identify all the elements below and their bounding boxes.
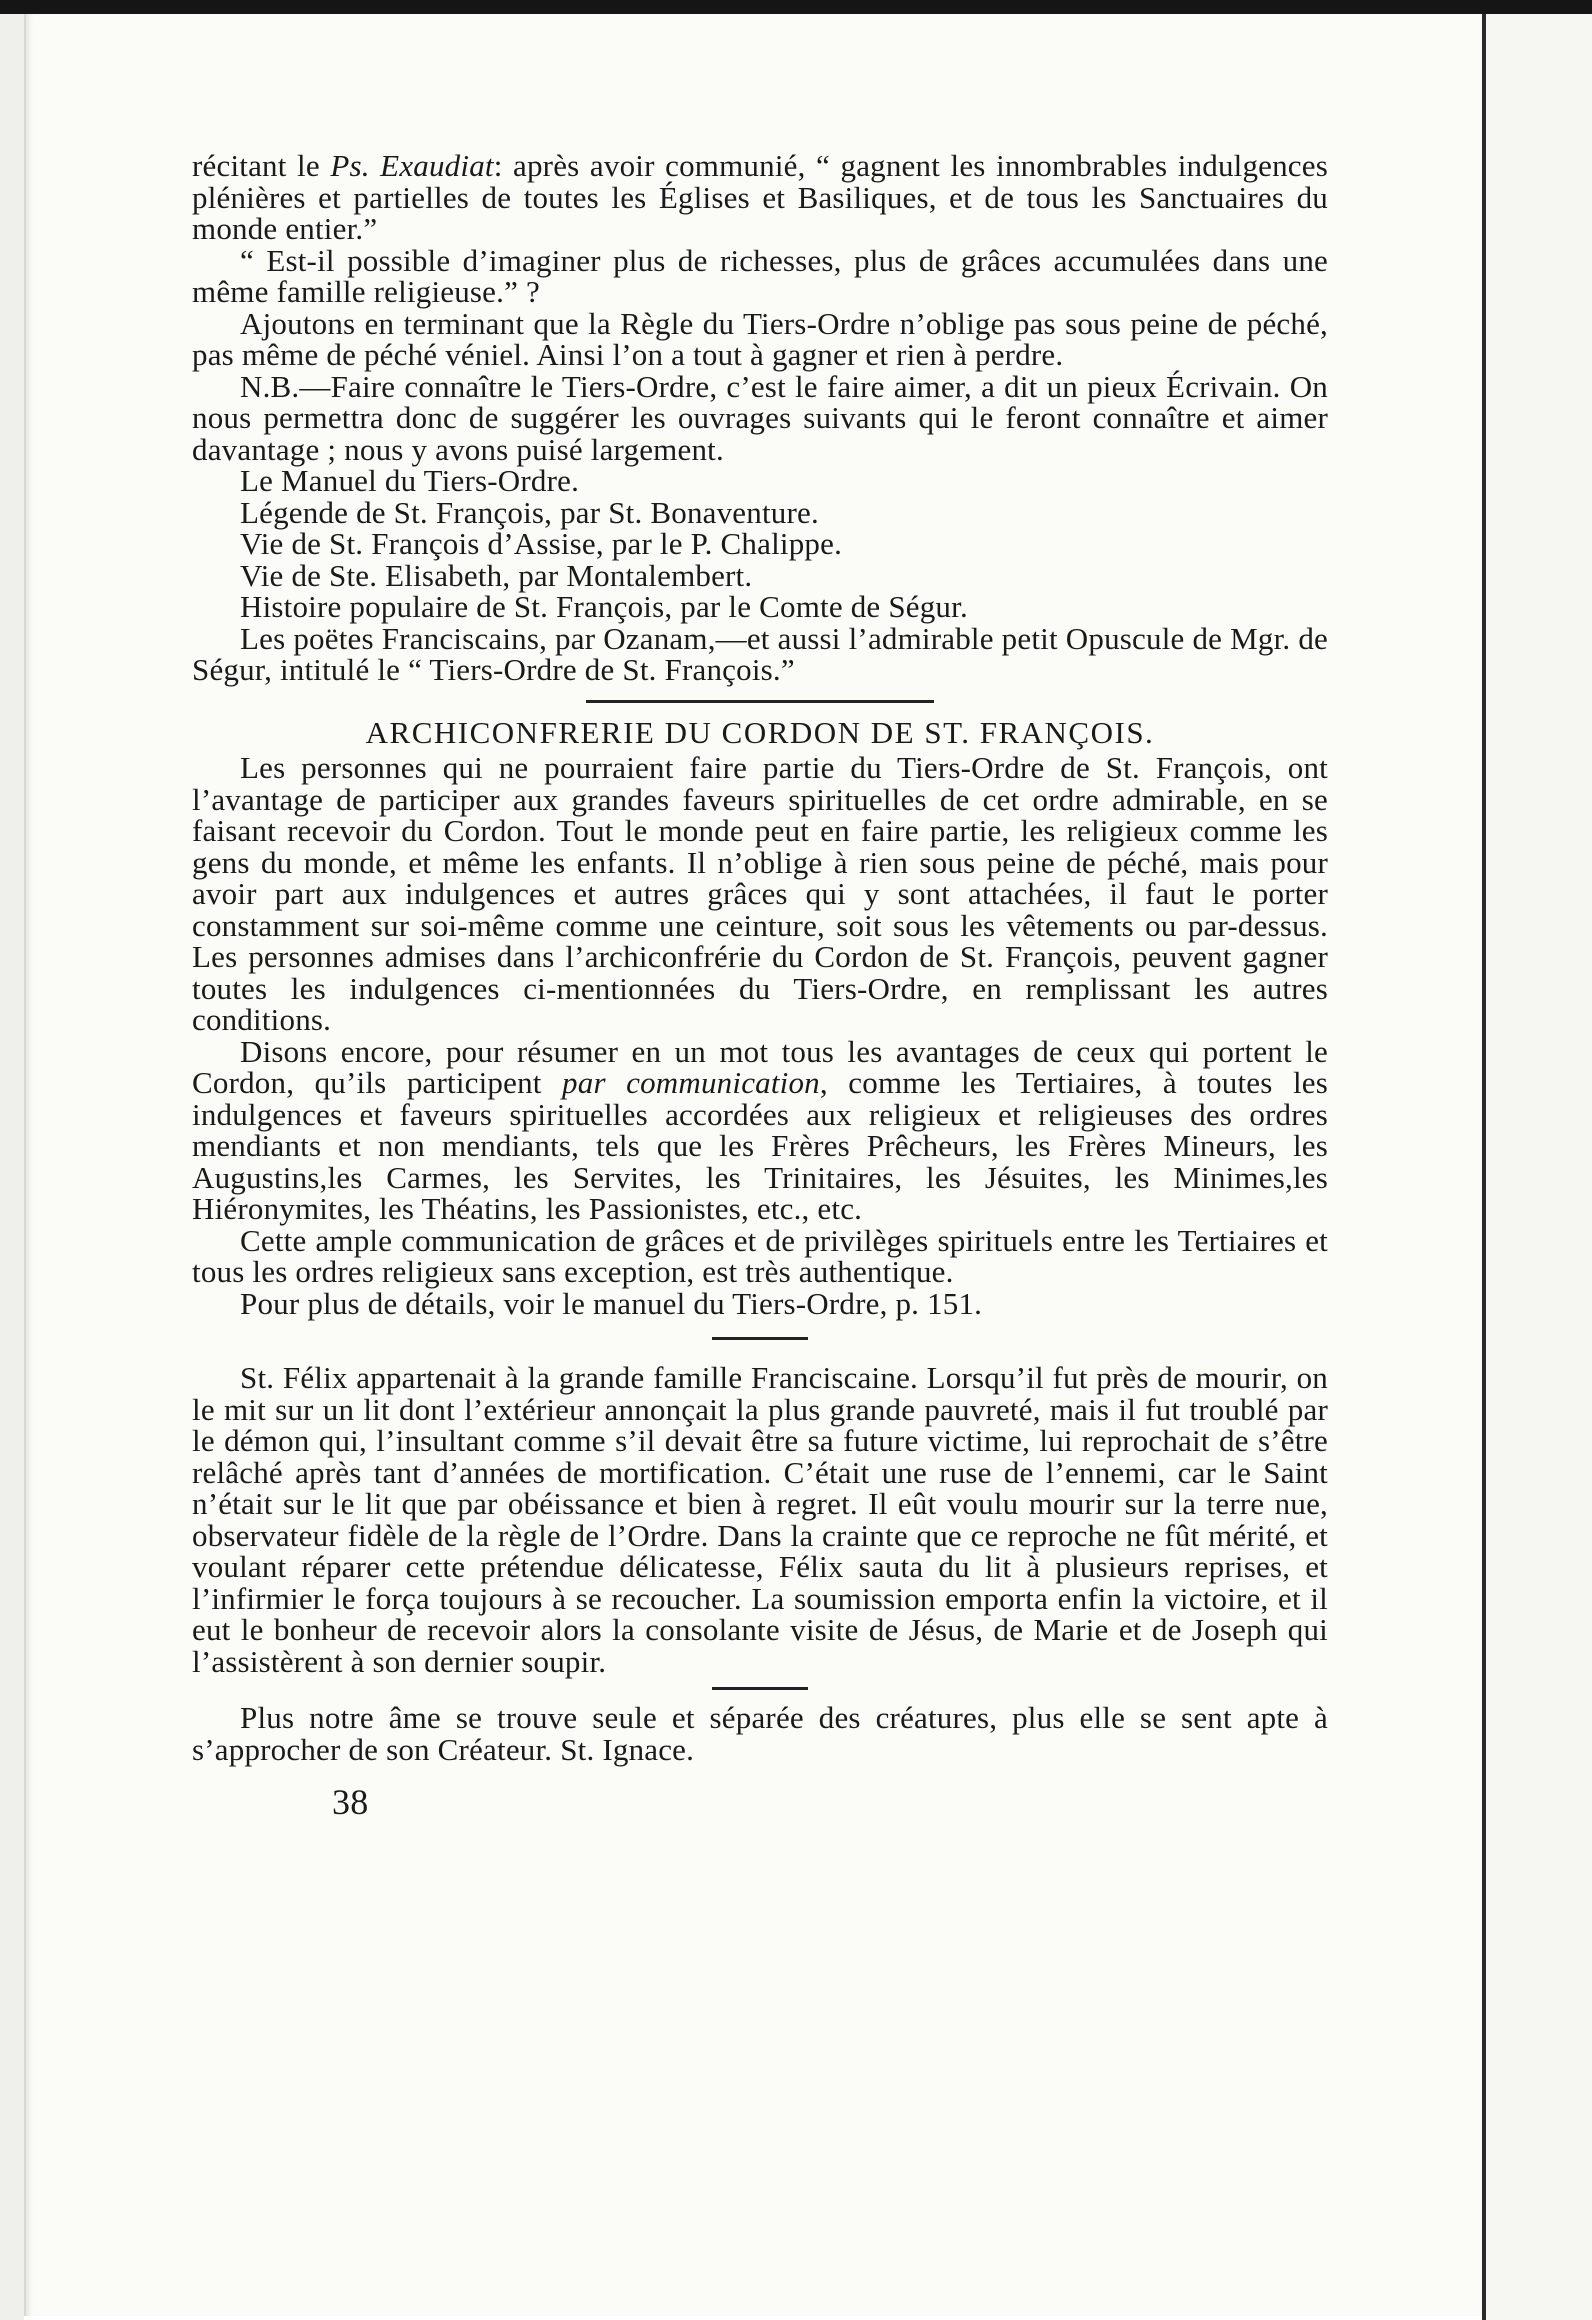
cordon-text-continued: , comme les Tertiaires, à toutes les indulgences et faveurs spirituelles accordées aux religieux et religieuses des ordres mendiants et non mendiants, tels que les Frères Prêcheurs, les Frères Mineurs, les Augustins,les Carmes, les Servites, les Trinitaires, les Jésuites, les Minimes,les Hiéronymites, les Théatins, les Passionistes, etc., etc.: [192, 1065, 1328, 1226]
book-item: Les poëtes Franciscains, par Ozanam,—et aussi l’admirable petit Opuscule de Mgr. de Ségur, intitulé le “ Tiers-Ordre de St. François.”: [192, 620, 1328, 687]
cordon-paragraph-1: Les personnes qui ne pourraient faire partie du Tiers-Ordre de St. François, ont l’avantage de participer aux grandes faveurs spirituelles de cet ordre admirable, en se faisant recevoir du Cordon. Tout le monde peut en faire partie, les religieux comme les gens du monde, et même les enfants. Il n’oblige à rien sous peine de péché, mais pour avoir part aux indulgences et autres grâces qui y sont attachées, il faut le porter constamment sur soi-même comme une ceinture, soit sous les vêtements ou par-dessus. Les personnes admises dans l’archiconfrérie du Cordon de St. François, peuvent gagner toutes les indulgences ci-mentionnées du Tiers-Ordre, en remplissant les autres conditions.: [192, 750, 1328, 1037]
cordon-text: Disons encore, pour résumer en un mot tous les avantages de ceux qui portent le Cordon, qu’ils participent: [192, 1033, 1328, 1100]
intro-paragraph-2: “ Est-il possible d’imaginer plus de richesses, plus de grâces accumulées dans une même famille religieuse.” ?: [192, 242, 1328, 309]
adjacent-page-edge: [1486, 14, 1592, 2320]
book-item: Légende de St. François, par St. Bonaventure.: [240, 494, 819, 530]
section-divider: [712, 1337, 808, 1340]
scan-top-border: [0, 0, 1592, 14]
psalm-title: Ps. Exaudiat: [330, 148, 494, 183]
section-divider: [586, 700, 934, 703]
cordon-paragraph-3: Cette ample communication de grâces et de privilèges spirituels entre les Tertiaires et tous les ordres religieux sans exception, est très authentique.: [192, 1222, 1328, 1289]
page-text: [192, 148, 1328, 1822]
page-number: 38: [332, 1782, 369, 1822]
book-item: Le Manuel du Tiers-Ordre.: [240, 463, 580, 498]
cordon-paragraph-4: Pour plus de détails, voir le manuel du Tiers-Ordre, p. 151.: [240, 1285, 983, 1321]
emphasis-text: par communication: [562, 1065, 820, 1100]
section-divider: [712, 1687, 808, 1690]
book-item: Vie de St. François d’Assise, par le P. Chalippe.: [240, 526, 843, 561]
book-item: Vie de Ste. Elisabeth, par Montalembert.: [240, 557, 753, 593]
book-list: [192, 465, 1328, 686]
intro-text: récitant le: [192, 148, 331, 183]
section-heading: ARCHICONFRERIE DU CORDON DE ST. FRANÇOIS.: [365, 714, 1155, 750]
intro-paragraph-3: Ajoutons en terminant que la Règle du Tiers-Ordre n’oblige pas sous peine de péché, pas même de péché véniel. Ainsi l’on a tout à gagner et rien à perdre.: [192, 305, 1328, 372]
closing-quote: Plus notre âme se trouve seule et séparée des créatures, plus elle se sent apte à s’approcher de son Créateur. St. Ignace.: [192, 1700, 1328, 1767]
nb-paragraph: N.B.—Faire connaître le Tiers-Ordre, c’est le faire aimer, a dit un pieux Écrivain. On nous permettra donc de suggérer les ouvrages suivants qui le feront connaître et aimer davantage ; nous y avons puisé largement.: [192, 368, 1328, 467]
felix-paragraph: St. Félix appartenait à la grande famille Franciscaine. Lorsqu’il fut près de mourir, on le mit sur un lit dont l’extérieur annonçait la plus grande pauvreté, mais il fut troublé par le démon qui, l’insultant comme s’il devait être sa future victime, lui reprochait de s’être relâché après tant d’années de mortification. C’était une ruse de l’ennemi, car le Saint n’était sur le lit que par obéissance et bien à regret. Il eût voulu mourir sur la terre nue, observateur fidèle de la règle de l’Ordre. Dans la crainte que ce reproche ne fût mérité, et voulant réparer cette prétendue délicatesse, Félix sauta du lit à plusieurs reprises, et l’infirmier le força toujours à se recoucher. La soumission emporta enfin la victoire, et il eut le bonheur de recevoir alors la consolante visite de Jésus, de Marie et de Joseph qui l’assistèrent à son dernier soupir.: [192, 1360, 1328, 1679]
scan-left-edge: [0, 14, 24, 2320]
book-item: Histoire populaire de St. François, par le Comte de Ségur.: [240, 589, 968, 624]
cordon-paragraph-2: [192, 1033, 1328, 1226]
intro-text-continued: : après avoir communié, “ gagnent les innombrables indulgences plénières et partielles de toutes les Églises et Basiliques, et de tous les Sanctuaires du monde entier.”: [192, 148, 1328, 246]
intro-paragraph-1: [192, 150, 1328, 245]
